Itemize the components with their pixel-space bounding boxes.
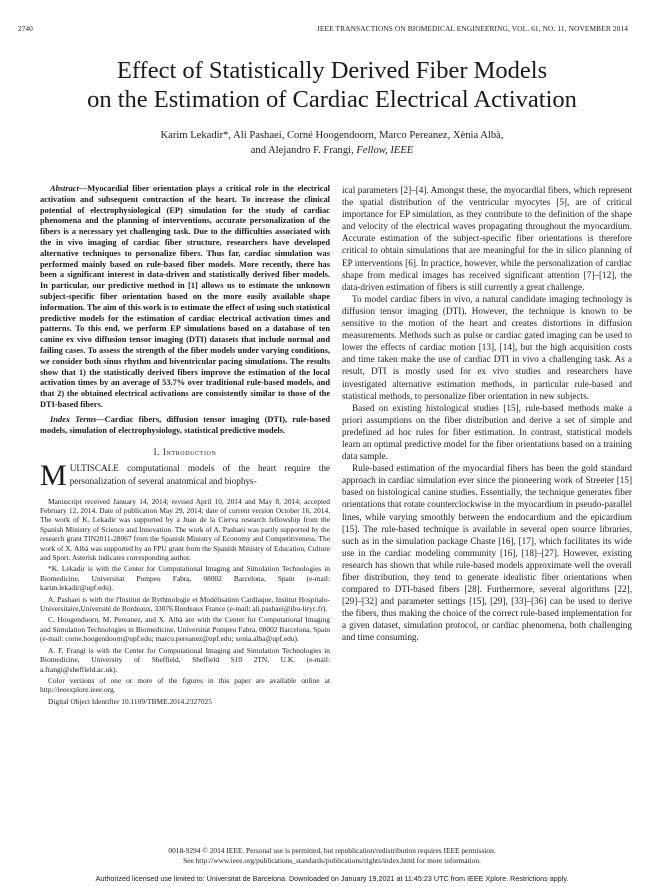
intro-paragraph	[40, 459, 330, 493]
left-column	[40, 184, 330, 706]
intro-text: ULTISCALE computational models of the heart require the personalization of several anatomical and biophys-	[69, 463, 330, 486]
authors-line-2: and Alejandro F. Frangi,	[250, 145, 357, 156]
footnote-lekadir: *K. Lekadir is with the Center for Computational Imaging and Simulation Technologies in Biomedicine, Universitat Pompeu Fabra, 08002 Barcelona, Spain (e-mail: karim.lekadir@upf.edu).	[40, 564, 330, 593]
footnote-manuscript: Manuscript received January 14, 2014; revised April 10, 2014 and May 8, 2014; accepted February 12, 2014. Date of publication May 29, 2014; date of current version October 16, 2014. The work of K. Lekadir was supported by a Juan de la Cierva research fellowship from the Spanish Ministry of Science and Innovation. The work of A. Pashaei was partly supported by the research grant TIN2011-28067 from the Spanish Ministry of Economy and Competitiveness. The work of X. Albà was supported by an FPU grant from the Spanish Ministry of Education, Culture and Sport. Asterisk indicates corresponding author.	[40, 496, 330, 563]
footnote-frangi: A. F. Frangi is with the Center for Computational Imaging and Simulation Technologies in Biomedicine, University of Sheffield, Sheffield S10 2TN, U.K. (e-mail: a.frangi@sheffield.ac.uk).	[40, 645, 330, 674]
index-terms-text: Cardiac fibers, diffusion tensor imaging (DTI), rule-based models, simulation of electrophysiology, statistical predictive models.	[40, 414, 330, 435]
footnote-color: Color versions of one or more of the figures in this paper are available online at http://ieeexplore.ieee.org.	[40, 675, 330, 695]
copyright-line-2: See http://www.ieee.org/publications_standards/publications/rights/index.html for more information.	[183, 856, 481, 865]
license-notice: Authorized licensed use limited to: Universitat de Barcelona. Downloaded on January 19,2021 at 11:45:23 UTC from IEEE Xplore. Restrictions apply.	[95, 874, 569, 883]
fellow-title: Fellow, IEEE	[356, 145, 414, 156]
abstract-text: Myocardial fiber orientation plays a critical role in the electrical activation and subsequent contraction of the heart. To increase the clinical potential of electrophysiological (EP) simulation for the study of cardiac phenomena and the planning of interventions, accurate personalization of the fibers is a necessary yet challenging task. Due to the difficulties associated with the in vivo imaging of cardiac fiber structure, researchers have developed alternative techniques to personalize fibers. Thus far, cardiac simulation was performed mainly based on rule-based fiber models. More recently, there has been a significant interest in data-driven and statistically derived fiber models. In particular, our predictive method in [1] allows us to estimate the unknown subject-specific fiber orientation based on the more easily available shape information. The aim of this work is to estimate the effect of using such statistical predictive models for the estimation of cardiac electrical activation times and patterns. To this end, we perform EP simulations based on a database of ten canine ex vivo diffusion tensor imaging (DTI) datasets that include normal and failing cases. To assess the strength of the fiber models under varying conditions, we consider both sinus rhythm and biventricular pacing simulations. The results show that 1) the statistically derived fibers improve the estimation of the local activation times by an average of 53.7% over traditional rule-based models, and that 2) the obtained electrical activations are consistently similar to those of the DTI-based fibers.	[40, 184, 330, 409]
title-line-2: on the Estimation of Cardiac Electrical Activation	[87, 86, 577, 113]
authors-line-1: Karim Lekadir*, Ali Pashaei, Corné Hoogendoorn, Marco Pereanez, Xènia Albà,	[160, 130, 504, 141]
body-paragraph: To model cardiac fibers in vivo, a natural candidate imaging technology is diffusion tensor imaging (DTI). However, the technique is known to be sensitive to the motion of the heart and creates distortions in diffusion measurements. Methods such as pulse or cardiac gated imaging can be used to lower the effects of cardiac motion [13], [14], but the high acquisition costs and time taken make the use of cardiac DTI in vivo a challenging task. As a result, DTI is mostly used for ex vivo studies and researchers have investigated alternative estimation methods, in particular rule-based and statistical methods, to personalize fiber orientation in new subjects.	[342, 293, 632, 401]
drop-cap: M	[40, 459, 67, 493]
section-heading: I. Introduction	[153, 447, 217, 458]
author-list	[60, 128, 604, 158]
title-line-1: Effect of Statistically Derived Fiber Models	[116, 57, 548, 84]
body-paragraph: ical parameters [2]–[4]. Amongst these, the myocardial fibers, which represent the spatial distribution of the ventricular myocytes [5], are of critical importance for EP simulation, as they contribute to the definition of the shape and velocity of the electrical waves propagating throughout the myocardium. Accurate estimation of the subject-specific fiber orientations is therefore critical to obtain simulations that are meaningful for the in silico planning of EP interventions [6]. In practice, however, while the personalization of cardiac shape from medical images has received significant attention [7]–[12], the data-driven estimation of fibers is still currently a great challenge.	[342, 185, 632, 292]
index-terms	[40, 415, 330, 437]
footnote-hoogendoorn: C. Hoogendoorn, M. Pereanez, and X. Albà are with the Center for Computational Imaging and Simulation Technologies in Biomedicine, Universitat Pompeu Fabra, 08002 Barcelona, Spain (e-mail: corne.hoogendoorn@upf.edu; marco.pereanez@upf.edu; xenia.alba@upf.edu).	[40, 615, 330, 644]
body-paragraph: Based on existing histological studies [15], rule-based methods make a priori assumptions on the fiber distribution and derive a set of simple and predefined ad hoc rules for fiber estimation. In contrast, statistical models learn an optimal predictive model for the fiber orientations based on a training data sample.	[342, 402, 632, 462]
paper-title	[30, 56, 634, 114]
abstract-label: Abstract—	[50, 184, 88, 193]
page-number: 2740	[18, 24, 33, 33]
abstract	[40, 184, 330, 411]
right-column	[342, 184, 632, 644]
journal-header: IEEE TRANSACTIONS ON BIOMEDICAL ENGINEERING, VOL. 61, NO. 11, NOVEMBER 2014	[317, 24, 628, 33]
index-terms-label: Index Terms—	[50, 414, 105, 424]
copyright-line-1: 0018-9294 © 2014 IEEE. Personal use is permitted, but republication/redistribution requires IEEE permission.	[168, 846, 496, 855]
footnote-pashaei: A. Pashaei is with the l'Institut de Rythmologie et Modélisation Cardiaque, Institut Hospitalo-Universitaire,Université de Bordeaux, 33076 Bordeaux France (e-mail: ali.pashaei@ihu-liryc.fr).	[40, 594, 330, 614]
copyright-notice	[40, 846, 624, 866]
body-paragraph: Rule-based estimation of the myocardial fibers has been the gold standard approach in cardiac simulation ever since the pioneering work of Streeter [15] based on histological canine studies. Essentially, the technique generates fiber orientations that rotate counterclockwise in the myocardium in pseudo-parallel lines, while varying smoothly between the endocardium and the epicardium [15]. The rule-based technique is available in several open source libraries, such as in the simulation package Chaste [16], [17], which facilitates its wide use in the cardiac modeling community [16], [18]–[27]. However, existing research has shown that while rule-based models approximate well the overall fiber distribution, they tend to generate idealistic fiber orientations when compared to DTI-based fibers [28]. Furthermore, several algorithms [22], [29]–[32] and parameter settings [15], [29], [33]–[36] can be used to derive the fibers, thus making the choice of the correct rule-based implementation for a given dataset, simulation protocol, or cardiac phenomena, both challenging and time consuming.	[342, 463, 632, 643]
footnote-doi: Digital Object Identifier 10.1109/TBME.2014.2327025	[48, 696, 212, 706]
